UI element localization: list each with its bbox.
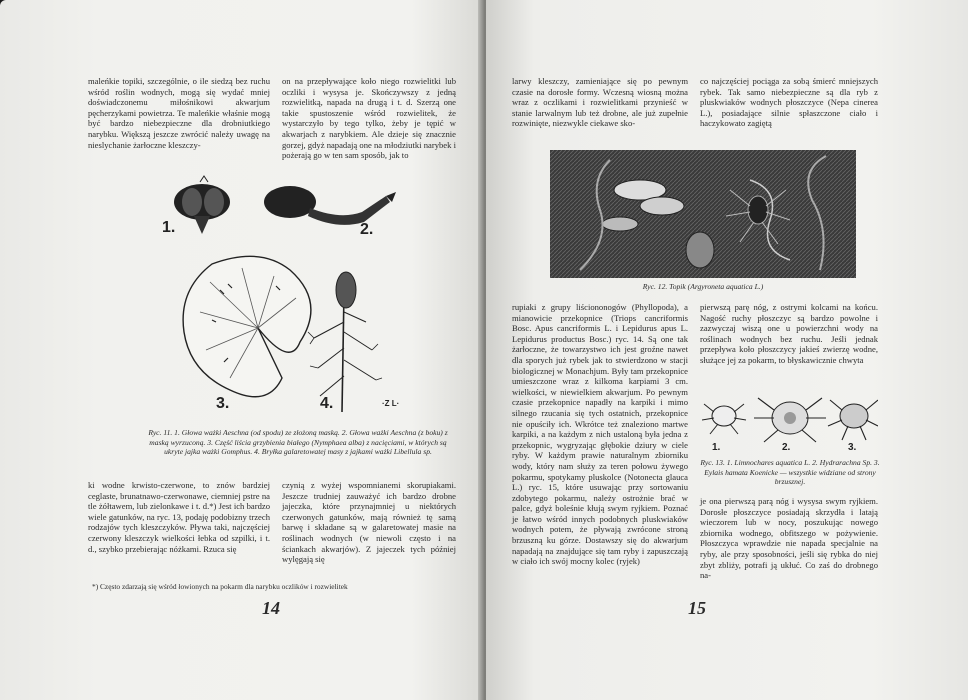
figure13-label-3: 3. (848, 442, 857, 452)
figure-label-3: 3. (216, 395, 230, 412)
left-col2-top-text: on na przepływające koło niego rozwielitki lub oczliki i wysysa je. Skończywszy z jedną rozwielitką, napada na drugą i t. d. Szerzą one takie spustoszenie wśród rozwielitek, że wystarczyło by tego tylko, żeby je tępić w akwarjach z narybkiem. Ale dzieje się znacznie gorzej, gdyż napadają one na młodziutki narybek i pożerają go w ten sam sposób, jak to (282, 76, 456, 161)
page-number-left: 14 (262, 598, 280, 618)
right-col2-top-text: co najczęściej pociąga za sobą śmierć mniejszych rybek. Tak samo niebezpieczne są dla ryb z pluskwiaków wodnych płoszczyce (Nepa cinerea L.), posiadające silnie spłaszczone ciało i haczykowato zagiętą (700, 76, 878, 129)
right-col1-top-text: larwy kleszczy, zamieniające się po pewnym czasie na dorosłe formy. Wczesną wiosną można wraz z oczlikami i rozwielitkami przynieść w stanie larwalnym lub też drobne, ale już zupełnie rozwinięte, niezwykle ciekawe sko- (512, 76, 688, 129)
mite-drawing-3 (828, 400, 878, 440)
artist-signature: ·Z L· (382, 399, 400, 408)
figure-12-engraving (550, 150, 856, 278)
figure-11-illustration (150, 172, 450, 424)
figure-11-caption: Ryc. 11. 1. Głowa ważki Aeschna (od spodu) ze złożoną maską. 2. Głowa ważki Aeschna (z boku) z maską wyrzuconą. 3. Część liścia grzybienia białego (Nymphaea alba) z nacięciami, w których są ukryte jajka ważki Gomphus. 4. Bryłka galaretowatej masy z jajkami ważki Libellula sp. (148, 428, 448, 457)
mite-drawing-1 (702, 404, 746, 434)
figure13-label-2: 2. (782, 442, 791, 452)
right-col2-bottom-text-a: pierwszą parę nóg, z ostrymi kolcami na końcu. Nagość ruchy płoszczyc są bardzo powolne i zazwyczaj wiszą one u powierzchni wody na roślinach wodnych bez ruchu. Jeśli jednak przepływa koło płoszczycy jakieś zwierzę wodne, służące jej za pokarm, to błyskawicznie chwyta (700, 302, 878, 365)
footnote: *) Często zdarzają się wśród łowionych na pokarm dla narybku oczlików i rozwielitek (92, 582, 348, 591)
left-col2-bottom-text: czynią z wyżej wspomnianemi skorupiakami. Jeszcze trudniej zauważyć ich bardzo drobne jajeczka, które przynajmniej u niektórych czerwonych gatunków, mają również tę samą barwę i składane są w galaretowatej masie na roślinach wodnych (w niewoli często i na ściankach akwarjów). Z jajeczek tych później wylęgają się (282, 480, 456, 565)
figure13-label-1: 1. (712, 442, 721, 452)
egg-mass-plant-drawing (308, 272, 382, 412)
mite-drawing-2 (754, 398, 826, 442)
water-lily-leaf-drawing (183, 256, 311, 396)
page-number-right: 15 (688, 598, 706, 618)
figure-13-caption: Ryc. 13. 1. Limnochares aquatica L. 2. Hydrarachna Sp. 3. Eylais hamata Koenicke — wszystkie widziane od strony brzusznej. (700, 458, 880, 487)
right-col2-bottom-text-b: je ona pierwszą parą nóg i wysysa swym ryjkiem. Dorosłe płoszczyce posiadają skrzydła i latają wieczorem lub w nocy, poszukując nowego zbiornika wodnego, obfitszego w pożywienie. Płoszczyca wprawdzie nie napada specjalnie na ryby, ale przy sposobności, jeśli się rybka do niej zbyt zbliży, potrafi ją ukłuć. Co zaś do drobnego na- (700, 496, 878, 581)
figure-label-4: 4. (320, 395, 334, 412)
right-col1-bottom-text: rupiaki z grupy liściononogów (Phyllopoda), a mianowicie przekopnice (Triops cancriformis Bosc. Apus cancriformis L. i Lepidurus apus L. Lepidurus productus Bosc.) ryc. 14. Są one tak żarłoczne, że towarzystwo ich jest groźne nawet dla sporych już rybek jak to stwierdzono w stacji biologicznej w Monachjum. Były tam przekopnice umieszczone wraz z kilkoma karpiami 3 cm. wielkości, w niewielkiem akwarjum. Po pewnym czasie przekopnice napadły na karpiki i mimo silnego rzucania się tych ostatnich, przekopnice nie opuściły ich. Wkrótce też znaleziono martwe karpiki, a na każdym z nich ustaloną była jedna z przekopnic, wygryzając głębokie dziury w ciele ryby. W każdym prawie naturalnym zbiorniku wody, który nam służy za teren połowu żywego pokarmu, spotykamy pluskolce (Notonecta glauca L.) ryc. 15, które usuwając przy sortowaniu zdobytego pokarmu, należy ostrożnie brać w palce, gdyż boleśnie kłują swym ryjkiem. Poznać je łatwo wśród innych podobnych pluskwiaków wodnych potem, że pływają zwrócone stroną brzuszną ku górze. Dostawszy się do akwarjum napadają na znajdujące się tam ryby i zapuszczają w ciało ich swój mocny kolec (ryjek) (512, 302, 688, 567)
figure-label-1: 1. (162, 219, 176, 236)
dragonfly-head-front-drawing (174, 176, 230, 234)
left-col1-bottom-text: ki wodne krwisto-czerwone, to znów bardziej ceglaste, brunatnawo-czerwonawe, ciemniej pstre na tle żółtawem, lub zielonkawe i t. d.*) Jest ich bardzo wiele gatunków, na ryc. 13, podaję podobizny trzech rodzajów tych kleszczyków. Pływa taki, najczęściej czerwony kleszczyk wielkości łebka od szpilki, i t. d., szybko przebierając nóżkami. Rzuca się (88, 480, 270, 554)
dragonfly-head-side-drawing (264, 186, 396, 225)
left-col1-top-text: maleńkie topiki, szczególnie, o ile siedzą bez ruchu wśród roślin wodnych, mogą się wydać mniej doświadczonemu miłośnikowi akwarjum pęcherzykami powietrza. Te maleńkie właśnie mogą być bardzo niebezpieczne dla drobniutkiego narybku. Większą jeszcze zwrócić należy uwagę na nieslychanie żarłoczne kleszczy- (88, 76, 270, 150)
figure-12-caption: Ryc. 12. Topik (Argyroneta aquatica L.) (642, 282, 764, 291)
figure-label-2: 2. (360, 221, 374, 238)
right-page (486, 0, 968, 700)
figure-13-mites (702, 390, 878, 452)
